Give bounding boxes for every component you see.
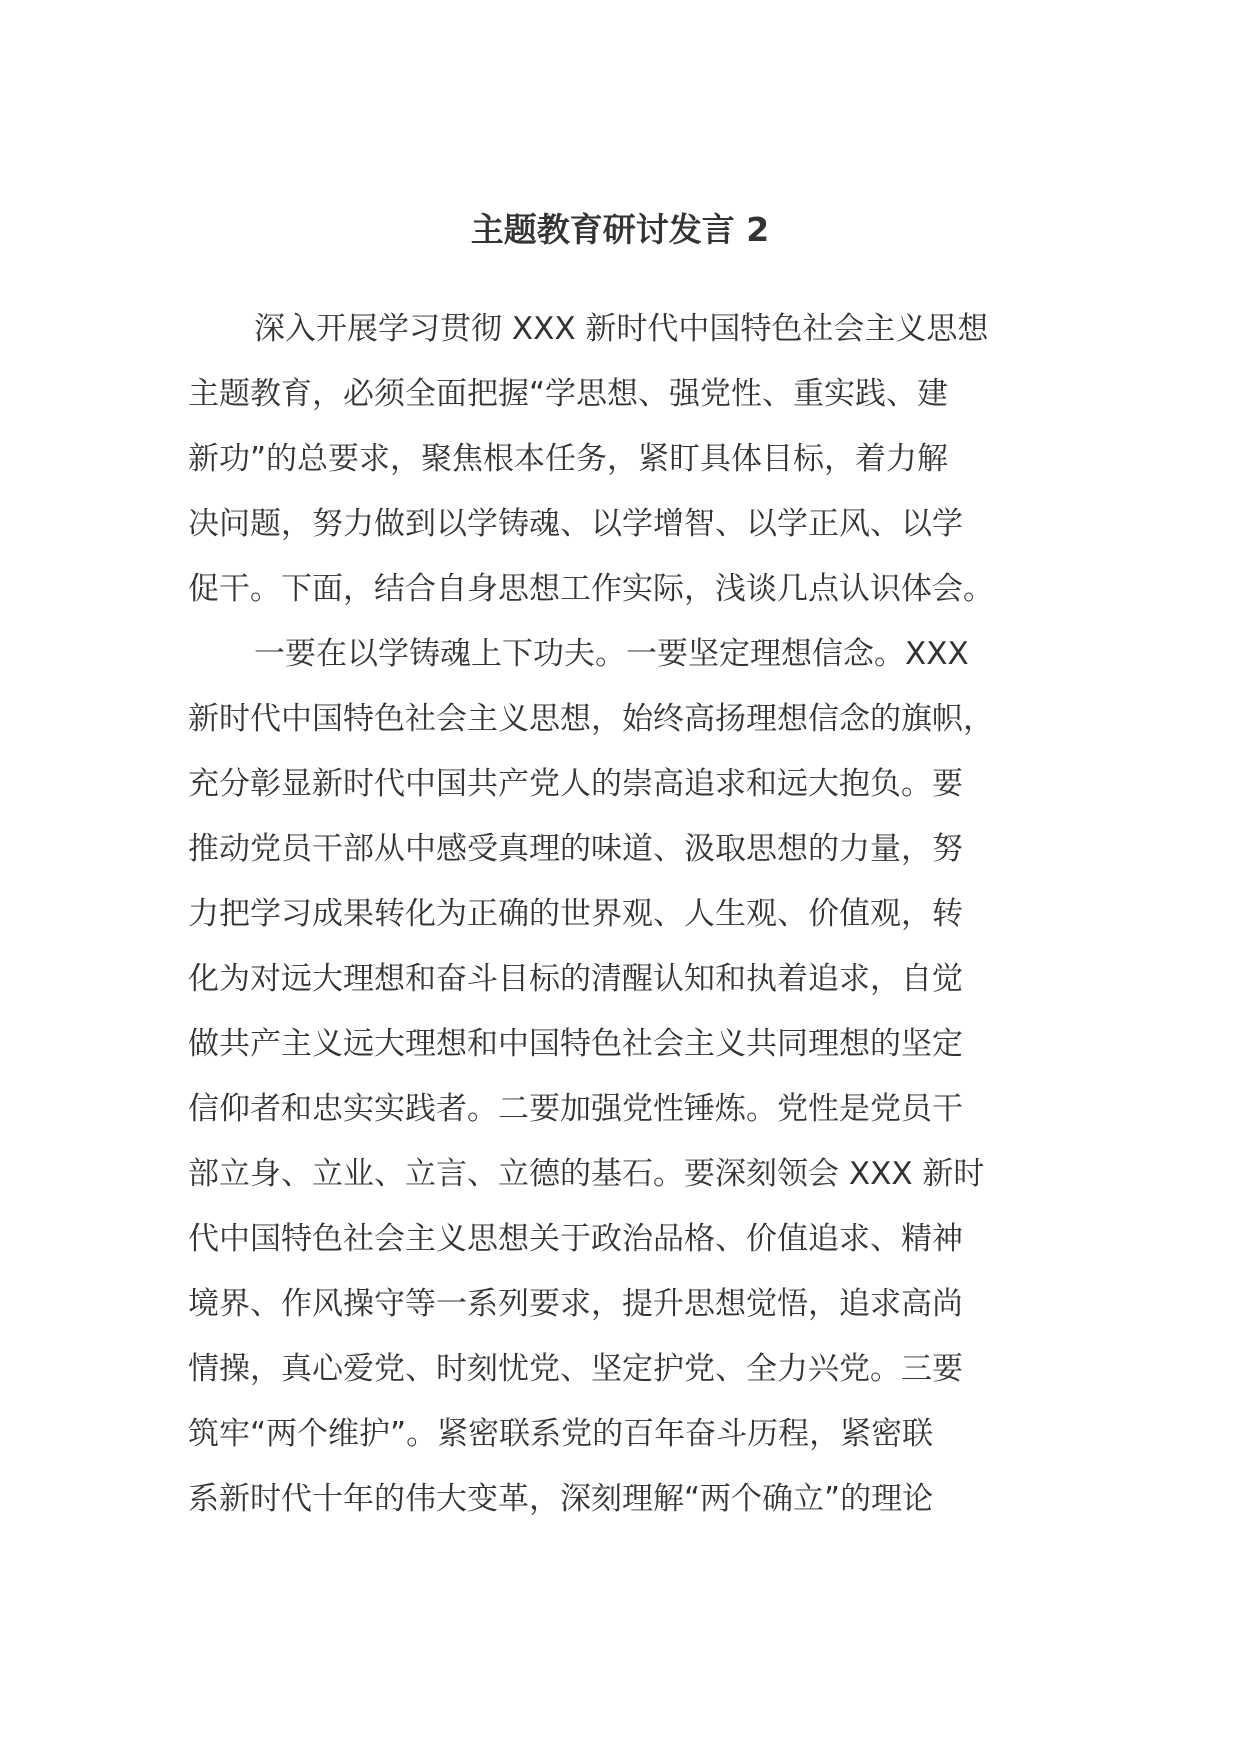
paragraph-2-line-9: 部立身、立业、立言、立德的基石。要深刻领会 XXX 新时: [188, 1156, 985, 1192]
paragraph-2-line-2: 新时代中国特色社会主义思想，始终高扬理想信念的旗帜，: [188, 701, 994, 737]
paragraph-2-line-11: 境界、作风操守等一系列要求，提升思想觉悟，追求高尚: [188, 1286, 963, 1322]
paragraph-2-line-5: 力把学习成果转化为正确的世界观、人生观、价值观，转: [188, 896, 963, 932]
paragraph-2-line-7: 做共产主义远大理想和中国特色社会主义共同理想的坚定: [188, 1026, 963, 1062]
paragraph-2-line-13: 筑牢“两个维护”。紧密联系党的百年奋斗历程，紧密联: [188, 1416, 934, 1452]
paragraph-2-line-12: 情操，真心爱党、时刻忧党、坚定护党、全力兴党。三要: [188, 1351, 963, 1387]
paragraph-2-line-3: 充分彰显新时代中国共产党人的崇高追求和远大抱负。要: [188, 766, 963, 802]
paragraph-2-line-8: 信仰者和忠实实践者。二要加强党性锤炼。党性是党员干: [188, 1091, 963, 1127]
paragraph-2-line-14: 系新时代十年的伟大变革，深刻理解“两个确立”的理论: [188, 1481, 934, 1517]
document-title: 主题教育研讨发言 2: [470, 210, 770, 249]
paragraph-1-line-1: 深入开展学习贯彻 XXX 新时代中国特色社会主义思想: [254, 311, 989, 347]
paragraph-2-line-4: 推动党员干部从中感受真理的味道、汲取思想的力量，努: [188, 831, 963, 867]
paragraph-1-line-4: 决问题，努力做到以学铸魂、以学增智、以学正风、以学: [188, 506, 963, 542]
paragraph-2-line-1: 一要在以学铸魂上下功夫。一要坚定理想信念。XXX: [254, 636, 969, 672]
document-body: [188, 297, 1068, 1532]
paragraph-1-line-3: 新功”的总要求，聚焦根本任务，紧盯具体目标，着力解: [188, 441, 949, 477]
paragraph-1-line-2: 主题教育，必须全面把握“学思想、强党性、重实践、建: [188, 376, 949, 412]
paragraph-2-line-6: 化为对远大理想和奋斗目标的清醒认知和执着追求，自觉: [188, 961, 963, 997]
paragraph-1-line-5: 促干。下面，结合自身思想工作实际，浅谈几点认识体会。: [188, 571, 994, 607]
paragraph-2-line-10: 代中国特色社会主义思想关于政治品格、价值追求、精神: [188, 1221, 963, 1257]
